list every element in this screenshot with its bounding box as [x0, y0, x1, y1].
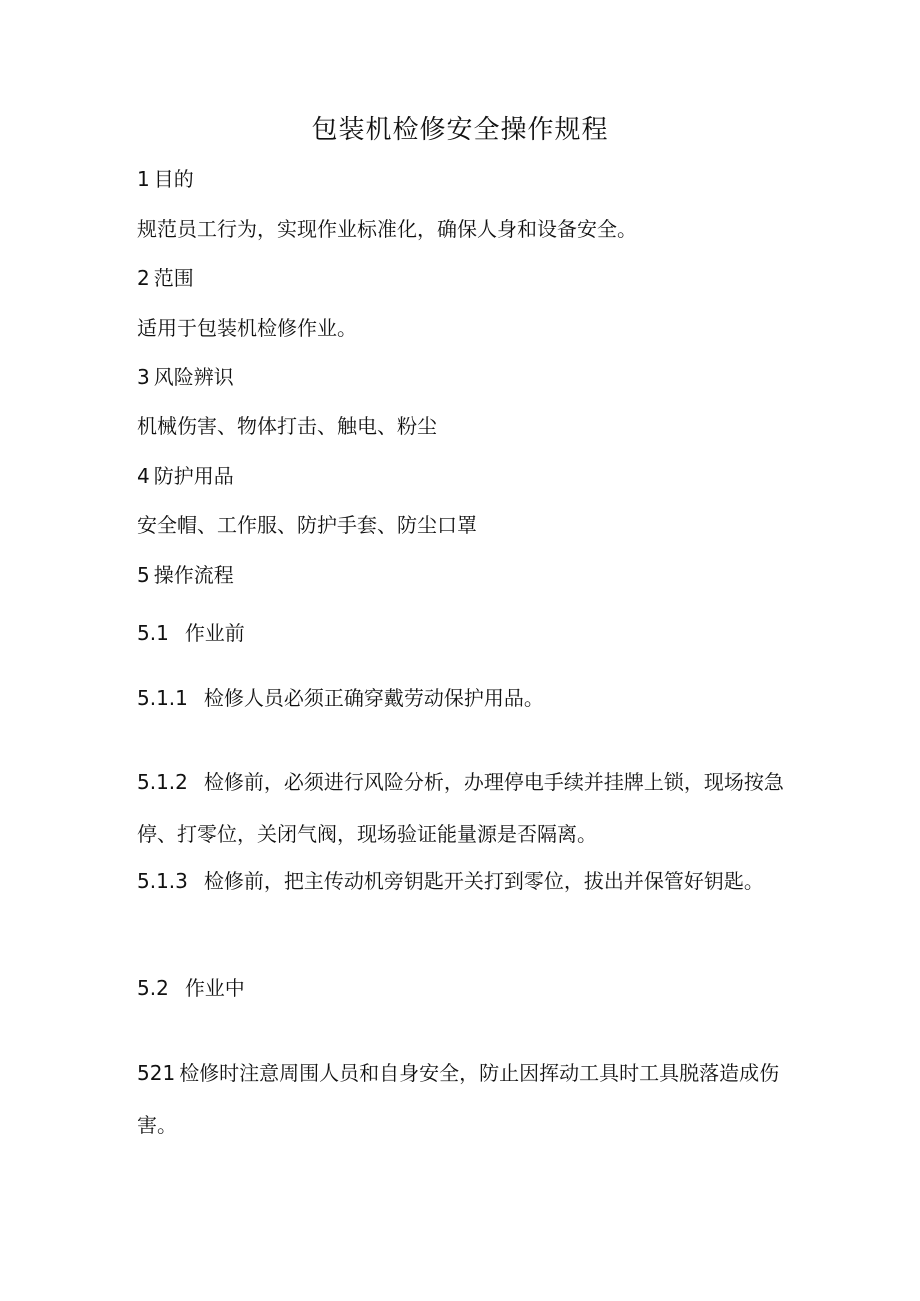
- section-heading-text: 防护用品: [153, 464, 234, 488]
- clause-number: 5.1.2: [137, 770, 188, 794]
- section-1-body: 规范员工行为，实现作业标准化，确保人身和设备安全。: [137, 217, 637, 241]
- document-title: 包装机检修安全操作规程: [311, 115, 609, 145]
- section-number: 5: [137, 563, 150, 587]
- section-number: 3: [137, 365, 150, 389]
- section-number: 1: [137, 167, 150, 191]
- section-3-body: 机械伤害、物体打击、触电、粉尘: [137, 414, 437, 438]
- section-number: 5.2: [137, 976, 169, 1000]
- clause-text: 检修时注意周围人员和自身安全，防止因挥动工具时工具脱落造成伤害。: [137, 1061, 780, 1137]
- clause-number: 5.1.3: [137, 869, 188, 893]
- clause-text: 检修人员必须正确穿戴劳动保护用品。: [203, 686, 544, 710]
- section-number: 5.1: [137, 621, 169, 645]
- clause-5-1-2: [137, 756, 797, 860]
- section-heading-text: 操作流程: [153, 563, 234, 587]
- subsection-5-1-heading: [137, 608, 797, 658]
- clause-5-1-3: [137, 855, 797, 907]
- clause-number: 521: [137, 1061, 176, 1085]
- section-heading-text: 范围: [153, 266, 194, 290]
- section-number: 2: [137, 266, 150, 290]
- section-heading-text: 风险辨识: [153, 365, 234, 389]
- section-heading-text: 作业中: [184, 976, 245, 1000]
- section-5-heading: [137, 550, 797, 600]
- section-number: 4: [137, 464, 150, 488]
- clause-5-1-1: [137, 673, 797, 723]
- clause-text: 检修前，把主传动机旁钥匙开关打到零位，拔出并保管好钥匙。: [203, 869, 764, 893]
- section-3-heading: [137, 352, 797, 402]
- subsection-5-2-heading: [137, 963, 797, 1013]
- section-heading-text: 目的: [153, 167, 194, 191]
- section-heading-text: 作业前: [184, 621, 245, 645]
- section-2-body: 适用于包装机检修作业。: [137, 316, 357, 340]
- section-4-heading: [137, 451, 797, 501]
- clause-5-2-1: [137, 1047, 797, 1151]
- section-4-body: 安全帽、工作服、防护手套、防尘口罩: [137, 513, 477, 537]
- clause-text: 检修前，必须进行风险分析，办理停电手续并挂牌上锁，现场按急停、打零位，关闭气阀，现场验证能量源是否隔离。: [137, 770, 784, 846]
- clause-number: 5.1.1: [137, 686, 188, 710]
- section-2-heading: [137, 253, 797, 303]
- section-1-heading: [137, 154, 797, 204]
